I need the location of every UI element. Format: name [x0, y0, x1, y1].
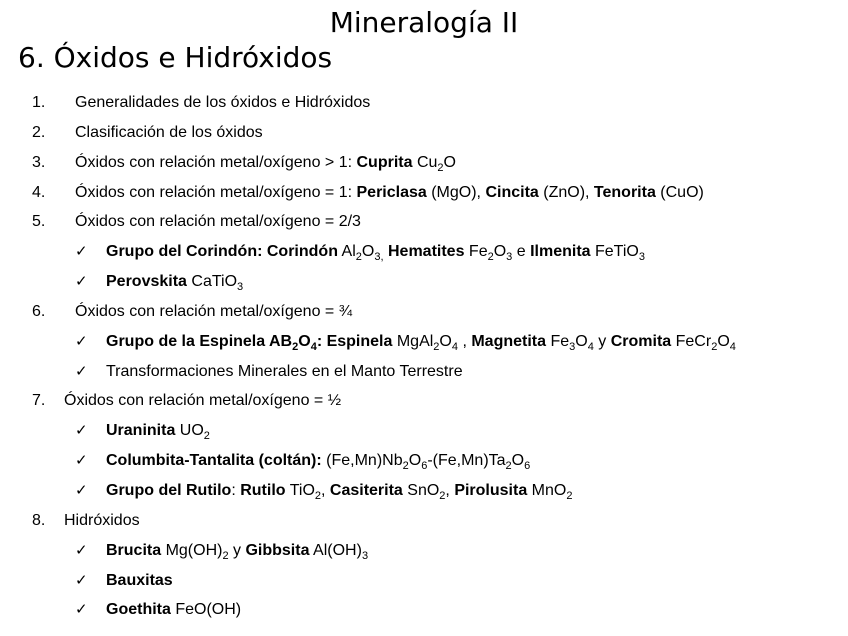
checkmark-icon: ✓: [75, 571, 88, 589]
list-item: [0, 178, 848, 208]
checkmark-icon: ✓: [75, 362, 88, 380]
item-text: Óxidos con relación metal/oxígeno = ½: [64, 392, 342, 410]
item-text: Brucita $Mg(OH)_2$ y Gibbsita $Al(OH)_3$: [106, 541, 369, 562]
item-text: Clasificación de los óxidos: [75, 123, 263, 141]
item-text: Grupo de la Espinela $AB_2O_4$: Espinela $MgAl_2O_4$ , Magnetita $Fe_3O_4$ y Cromita $FeCr_2O_4$: [106, 332, 736, 353]
item-text: Hidróxidos: [64, 511, 140, 529]
slide-subtitle: 6. Óxidos e Hidróxidos: [18, 41, 333, 74]
list-item: [0, 118, 848, 148]
list-item: [0, 88, 848, 118]
checkmark-icon: ✓: [75, 541, 88, 559]
checkmark-icon: ✓: [75, 422, 88, 440]
checkmark-icon: ✓: [75, 273, 88, 291]
sub-list-item: [0, 566, 848, 596]
item-text: Bauxitas: [106, 571, 173, 589]
item-text: Grupo del Corindón: Corindón $Al_2O_{3,}$ Hematites $Fe_2O_3$ e Ilmenita FeTiO$_3$: [106, 243, 645, 264]
sub-list-item: [0, 327, 848, 357]
sub-list-item: [0, 267, 848, 297]
sub-list-item: [0, 536, 848, 566]
item-text: Uraninita $UO_2$: [106, 422, 210, 443]
item-text: Óxidos con relación metal/oxígeno = 1: Periclasa (MgO), Cincita (ZnO), Tenorita (CuO): [75, 183, 704, 201]
list-item: [0, 148, 848, 178]
item-text: Generalidades de los óxidos e Hidróxidos: [75, 94, 371, 111]
item-number: 4.: [32, 183, 46, 201]
item-number: 2.: [32, 123, 46, 141]
item-text: Perovskita CaTiO$_3$: [106, 273, 244, 294]
sub-list-item: [0, 595, 848, 625]
checkmark-icon: ✓: [75, 332, 88, 350]
sub-list-item: [0, 446, 848, 476]
checkmark-icon: ✓: [75, 452, 88, 470]
item-text: Óxidos con relación metal/oxígeno > 1: Cuprita $Cu_2O$: [75, 153, 456, 174]
item-text: Óxidos con relación metal/oxígeno = 2/3: [75, 213, 361, 231]
topic-outline: [0, 88, 848, 625]
item-text: Transformaciones Minerales en el Manto Terrestre: [106, 362, 463, 380]
sub-list-item: [0, 357, 848, 387]
list-item: [0, 207, 848, 237]
item-text: Grupo del Rutilo: Rutilo TiO$_2$, Casiterita SnO$_2$, Pirolusita MnO$_2$: [106, 481, 573, 502]
checkmark-icon: ✓: [75, 601, 88, 619]
list-item: [0, 506, 848, 536]
checkmark-icon: ✓: [75, 243, 88, 261]
item-number: 6.: [32, 302, 46, 320]
sub-list-item: [0, 416, 848, 446]
item-number: 7.: [32, 392, 46, 410]
item-text: Goethita FeO(OH): [106, 601, 242, 619]
checkmark-icon: ✓: [75, 481, 88, 499]
item-number: 8.: [32, 511, 46, 529]
sub-list-item: [0, 237, 848, 267]
item-number: 1.: [32, 94, 46, 111]
item-number: 3.: [32, 153, 46, 171]
sub-list-item: [0, 476, 848, 506]
item-number: 5.: [32, 213, 46, 231]
slide-title: Mineralogía II: [329, 6, 519, 39]
list-item: [0, 386, 848, 416]
list-item: [0, 297, 848, 327]
item-text: Óxidos con relación metal/oxígeno = ¾: [75, 302, 353, 320]
item-text: Columbita-Tantalita (coltán): $(Fe,Mn)Nb_2O_6-(Fe,Mn)Ta_2O_6$: [106, 452, 531, 473]
